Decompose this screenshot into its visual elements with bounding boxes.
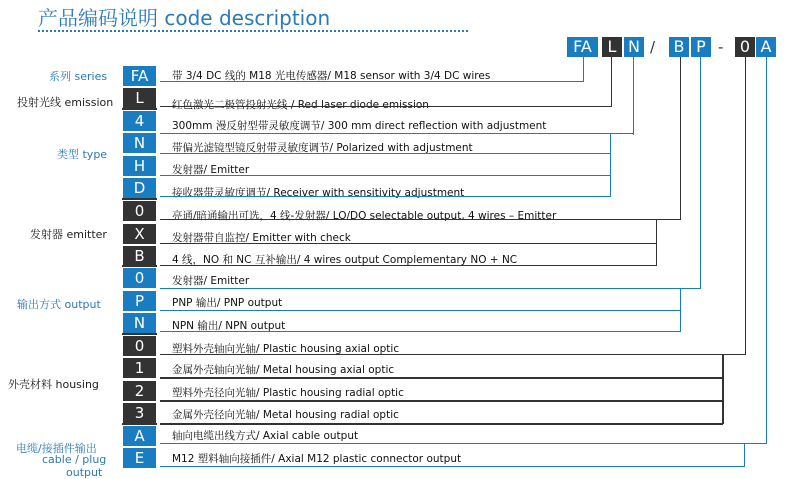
header-code-b: B xyxy=(669,37,689,57)
code-description: 发射器/ Emitter xyxy=(172,164,250,176)
category-cable-line3: output xyxy=(66,466,103,479)
group-divider xyxy=(122,265,157,267)
connector-line xyxy=(160,153,611,154)
code-box: 0 xyxy=(123,201,156,221)
header-code-n: N xyxy=(624,37,644,57)
code-box: 2 xyxy=(123,381,156,401)
connector-line xyxy=(160,443,767,444)
code-box: 0 xyxy=(123,336,156,356)
connector-line xyxy=(160,310,681,311)
header-code-l: L xyxy=(602,37,622,57)
header-code-p: P xyxy=(691,37,711,57)
group-divider xyxy=(122,423,157,425)
code-box: N xyxy=(123,133,156,153)
category-housing: 外壳材料 housing xyxy=(8,378,99,391)
connector-line xyxy=(722,354,724,424)
page-title: 产品编码说明 code description xyxy=(38,6,331,30)
group-divider xyxy=(122,333,157,335)
code-box: 3 xyxy=(123,403,156,423)
connector-line xyxy=(766,57,767,444)
code-box: N xyxy=(123,313,156,333)
code-box: 4 xyxy=(123,111,156,131)
code-box: P xyxy=(123,291,156,311)
code-box: H xyxy=(123,156,156,176)
code-description: 带偏光滤镜型镜反射带灵敏度调节/ Polarized with adjustment xyxy=(172,142,473,154)
category-output: 输出方式 output xyxy=(17,298,101,311)
connector-line xyxy=(160,243,657,244)
connector-line xyxy=(700,57,701,289)
connector-line xyxy=(160,288,701,289)
code-description: 塑料外壳轴向光轴/ Plastic housing axial optic xyxy=(172,343,400,355)
connector-line xyxy=(745,57,746,355)
connector-line xyxy=(160,423,723,425)
connector-line xyxy=(160,354,746,355)
category-cable-line2: cable / plug xyxy=(42,453,107,466)
code-box: B xyxy=(123,246,156,266)
code-box: L xyxy=(123,88,156,108)
connector-line xyxy=(160,106,612,107)
code-description: 4 线，NO 和 NC 互补输出/ 4 wires output Complementary NO + NC xyxy=(172,254,518,266)
connector-line xyxy=(160,81,584,82)
code-box: D xyxy=(123,178,156,198)
header-code-0: 0 xyxy=(735,37,755,57)
connector-line xyxy=(160,133,634,134)
connector-line xyxy=(160,175,611,176)
group-divider xyxy=(122,108,157,110)
code-description: 轴向电缆出线方式/ Axial cable output xyxy=(172,430,359,442)
connector-line xyxy=(160,331,681,332)
title-underline xyxy=(38,30,468,32)
code-description: 带 3/4 DC 线的 M18 光电传感器/ M18 sensor with 3/4 DC wires xyxy=(172,70,491,82)
header-separator-slash: / xyxy=(650,38,656,56)
code-description: 金属外壳径向光轴/ Metal housing radial optic xyxy=(172,409,399,421)
code-box: X xyxy=(123,224,156,244)
connector-line xyxy=(744,443,745,466)
connector-line xyxy=(160,400,723,402)
code-description: NPN 输出/ NPN output xyxy=(172,320,286,332)
category-cable-line1: 电缆/接插件输出 xyxy=(16,442,97,455)
header-separator-dash: - xyxy=(718,38,724,56)
category-type: 类型 type xyxy=(57,148,108,161)
code-description: 发射器带自监控/ Emitter with check xyxy=(172,232,351,244)
code-description: 红色激光二极管投射光线 / Red laser diode emission xyxy=(172,99,429,111)
code-description: 金属外壳轴向光轴/ Metal housing axial optic xyxy=(172,364,395,376)
code-description: 接收器带灵敏度调节/ Receiver with sensitivity adjustment xyxy=(172,187,465,199)
connector-line xyxy=(633,57,634,135)
group-divider xyxy=(122,198,157,200)
code-description: 塑料外壳径向光轴/ Plastic housing radial optic xyxy=(172,387,404,399)
connector-line xyxy=(160,265,657,266)
category-emitter: 发射器 emitter xyxy=(30,228,107,241)
connector-line xyxy=(160,466,745,467)
category-series: 系列 series xyxy=(49,70,108,83)
code-description: 亮通/暗通输出可选，4 线-发射器/ LO/DO selectable output, 4 wires – Emitter xyxy=(172,210,557,222)
code-box: A xyxy=(123,426,156,446)
code-box: FA xyxy=(123,66,156,86)
connector-line xyxy=(160,219,681,220)
category-emission: 投射光线 emission xyxy=(17,96,114,109)
code-description: M12 塑料轴向接插件/ Axial M12 plastic connector output xyxy=(172,453,462,465)
connector-line xyxy=(160,377,723,379)
connector-line xyxy=(610,133,611,196)
code-description: PNP 输出/ PNP output xyxy=(172,297,283,309)
code-box: E xyxy=(123,448,156,468)
connector-line xyxy=(160,196,611,197)
code-description: 发射器/ Emitter xyxy=(172,275,250,287)
connector-line xyxy=(583,57,584,81)
connector-line xyxy=(680,57,681,220)
code-description: 300mm 漫反射型带灵敏度调节/ 300 mm direct reflection with adjustment xyxy=(172,120,547,132)
code-box: 1 xyxy=(123,358,156,378)
header-code-a: A xyxy=(756,37,776,57)
connector-line xyxy=(611,57,612,106)
code-box: 0 xyxy=(123,268,156,288)
header-code-fa: FA xyxy=(567,37,598,57)
